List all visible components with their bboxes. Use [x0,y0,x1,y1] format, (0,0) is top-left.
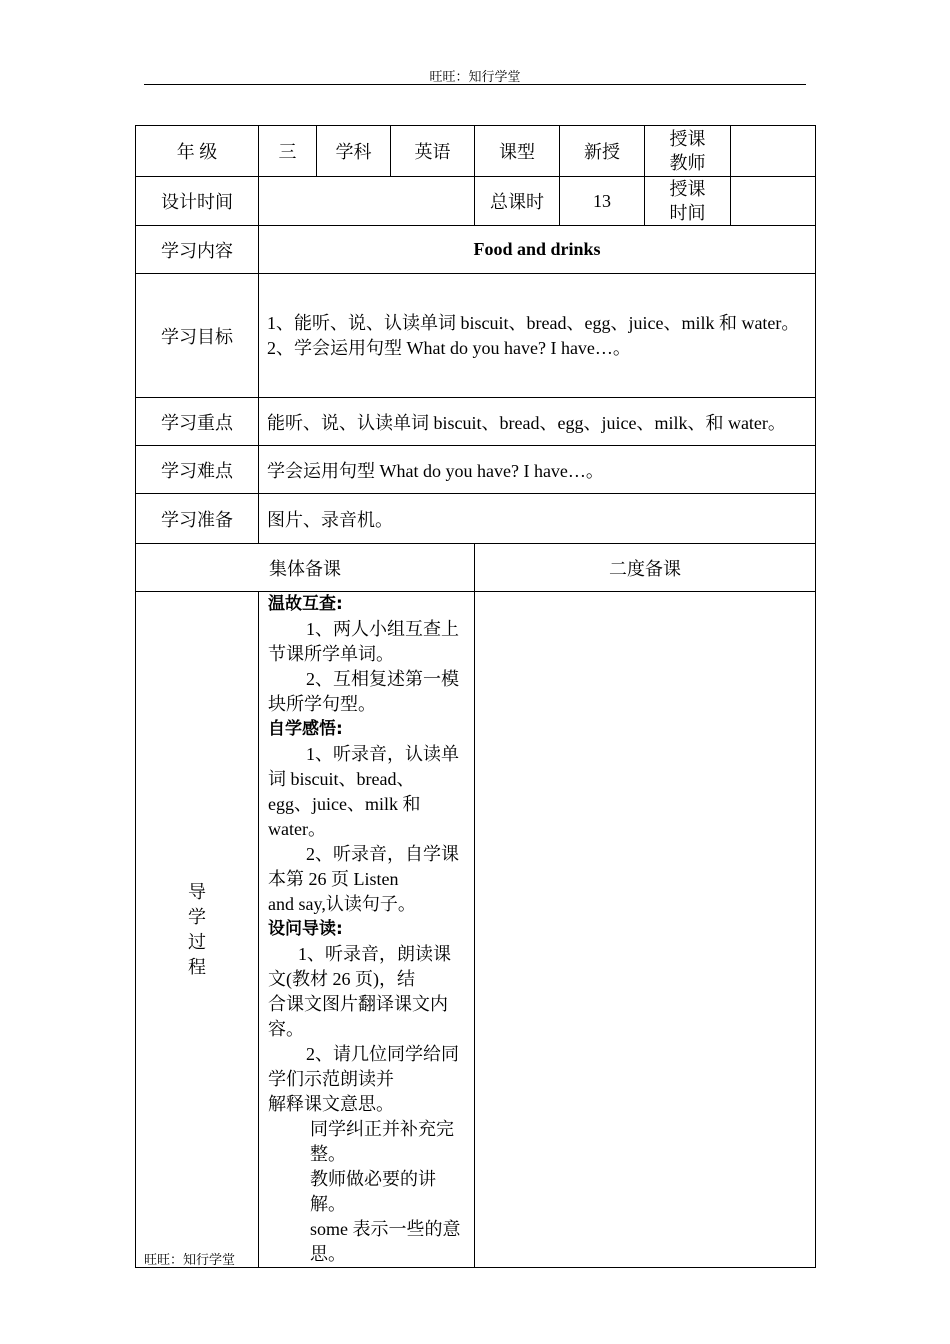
guided-reading-item-2-line-2: 解释课文意思。 [268,1094,394,1114]
lesson-title: Food and drinks [259,226,816,274]
goals-row [136,274,816,398]
subject-value: 英语 [391,126,475,177]
teach-time-label-line-1: 授课 [669,179,706,199]
guided-reading-item-2-line-1: 2、请几位同学给同学们示范朗读并 [268,1044,459,1089]
review-item-2: 2、互相复述第一模块所学句型。 [268,669,459,714]
goal-item-1: 1、能听、说、认读单词 biscuit、bread、egg、juice、milk 和 water。 [267,312,800,333]
type-label: 课型 [475,126,560,177]
process-label-char: 学 [188,906,206,927]
design-time-label: 设计时间 [136,177,259,226]
guided-reading-item-1-line-1: 1、听录音，朗读课文(教材 26 页)，结 [268,944,451,989]
note-2: 教师做必要的讲解。 [310,1169,436,1214]
secondary-process-content[interactable] [475,592,816,1268]
type-value: 新授 [560,126,645,177]
difficulties-row [136,446,816,494]
grade-value: 三 [259,126,317,177]
grade-label: 年 级 [136,126,259,177]
process-label [136,592,259,1268]
self-study-heading: 自学感悟: [268,719,343,739]
subject-label: 学科 [317,126,391,177]
column-header-row [136,544,816,592]
review-item-1: 1、两人小组互查上节课所学单词。 [268,619,459,664]
total-hours-value: 13 [560,177,645,226]
collective-prep-header: 集体备课 [136,544,475,592]
self-study-item-2-line-1: 2、听录音，自学课本第 26 页 Listen [268,844,459,889]
difficulties-label: 学习难点 [136,446,259,494]
teach-time-label [645,177,731,226]
key-points-row [136,398,816,446]
goals-text [259,274,816,398]
preparation-row [136,494,816,544]
difficulties-text: 学会运用句型 What do you have? I have…。 [259,446,816,494]
time-row [136,177,816,226]
collective-process-content [259,592,475,1268]
total-hours-label: 总课时 [475,177,560,226]
page-footer: 旺旺：知行学堂 [144,1253,236,1268]
teacher-label-line-1: 授课 [669,129,706,149]
info-row [136,126,816,177]
key-points-text: 能听、说、认读单词 biscuit、bread、egg、juice、milk、和 water。 [259,398,816,446]
process-label-char: 导 [188,881,206,902]
review-heading: 温故互查: [268,594,343,614]
note-3: some 表示一些的意思。 [310,1219,461,1264]
self-study-item-2-line-2: and say,认读句子。 [268,894,416,914]
self-study-item-1-line-2: egg、juice、milk 和 water。 [268,794,421,839]
page-header: 旺旺：知行学堂 [429,70,521,85]
process-label-char: 过 [188,931,206,952]
content-label: 学习内容 [136,226,259,274]
teach-time-value[interactable] [731,177,816,226]
teacher-value[interactable] [731,126,816,177]
lesson-plan-table [135,125,816,1268]
process-row [136,592,816,1268]
process-label-char: 程 [188,956,206,977]
self-study-item-1-line-1: 1、听录音，认读单词 biscuit、bread、 [268,744,459,789]
secondary-prep-header: 二度备课 [475,544,816,592]
note-1: 同学纠正并补充完整。 [310,1119,454,1164]
preparation-text: 图片、录音机。 [259,494,816,544]
header-divider [144,84,806,85]
preparation-label: 学习准备 [136,494,259,544]
teacher-label [645,126,731,177]
key-points-label: 学习重点 [136,398,259,446]
goal-item-2: 2、学会运用句型 What do you have? I have…。 [267,337,631,358]
guided-reading-heading: 设问导读: [268,919,343,939]
goals-label: 学习目标 [136,274,259,398]
teach-time-label-line-2: 时间 [669,203,706,223]
design-time-value[interactable] [259,177,475,226]
content-row [136,226,816,274]
guided-reading-item-1-line-2: 合课文图片翻译课文内容。 [268,994,448,1039]
teacher-label-line-2: 教师 [669,153,706,173]
